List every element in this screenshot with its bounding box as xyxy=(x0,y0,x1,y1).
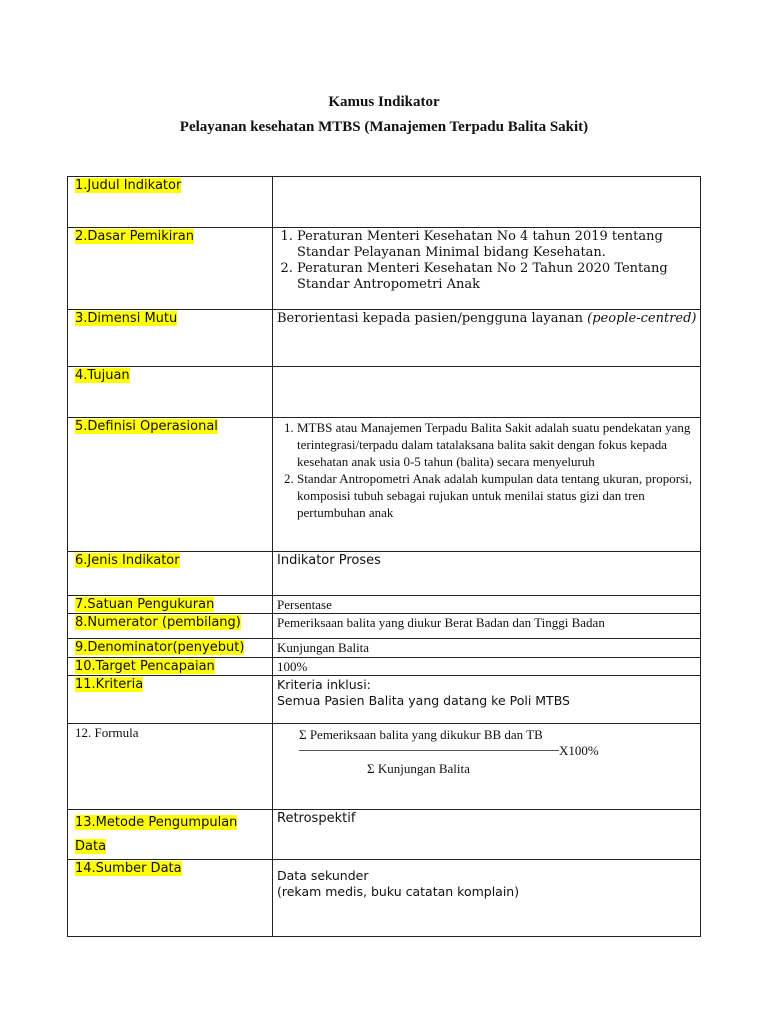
row-label-target: 10.Target Pencapaian xyxy=(75,659,215,674)
formula-numerator: Σ Pemeriksaan balita yang dikukur BB dan TB xyxy=(299,727,543,742)
row-label-metode: 13.Metode Pengumpulan Data xyxy=(75,815,238,854)
row-label-sumber: 14.Sumber Data xyxy=(75,861,182,876)
dimensi-value-italic: (people-centred) xyxy=(587,311,697,326)
row-label-kriteria: 11.Kriteria xyxy=(75,677,144,692)
row-value-judul xyxy=(273,177,701,228)
row-label-numerator: 8.Numerator (pembilang) xyxy=(75,615,241,630)
table-row xyxy=(68,418,701,552)
row-value-tujuan xyxy=(273,367,701,418)
sumber-line-2: (rekam medis, buku catatan komplain) xyxy=(277,884,520,899)
metode-value: Retrospektif xyxy=(273,810,701,860)
row-label-definisi: 5.Definisi Operasional xyxy=(75,419,218,434)
kriteria-line-1: Kriteria inklusi: xyxy=(277,677,371,692)
list-item: 1. Peraturan Menteri Kesehatan No 4 tahun 2019 tentang Standar Pelayanan Minimal bidang Kesehatan. xyxy=(297,229,700,261)
definisi-list xyxy=(277,419,700,521)
formula-denominator: Σ Kunjungan Balita xyxy=(367,761,470,776)
table-row xyxy=(68,724,701,810)
row-label-dimensi: 3.Dimensi Mutu xyxy=(75,311,178,326)
kriteria-line-2: Semua Pasien Balita yang datang ke Poli MTBS xyxy=(277,693,570,708)
document-title: Kamus Indikator xyxy=(328,94,440,110)
denominator-value: Kunjungan Balita xyxy=(273,639,701,658)
document-subtitle: Pelayanan kesehatan MTBS (Manajemen Terpadu Balita Sakit) xyxy=(179,119,589,135)
numerator-value: Pemeriksaan balita yang diukur Berat Badan dan Tinggi Badan xyxy=(273,614,701,639)
table-row xyxy=(68,228,701,310)
satuan-value: Persentase xyxy=(273,596,701,614)
jenis-value: Indikator Proses xyxy=(273,552,701,596)
dasar-list xyxy=(277,229,700,293)
list-item: 1. MTBS atau Manajemen Terpadu Balita Sakit adalah suatu pendekatan yang terintegrasi/terpadu dalam tatalaksana balita sakit dengan fokus kepada kesehatan anak usia 0-5 tahun (balita) secara menyeluruh xyxy=(297,419,700,470)
table-row xyxy=(68,596,701,614)
table-row xyxy=(68,810,701,860)
table-row xyxy=(68,552,701,596)
table-row xyxy=(68,177,701,228)
sumber-line-1: Data sekunder xyxy=(277,868,369,883)
dimensi-value: Berorientasi kepada pasien/pengguna layanan xyxy=(277,311,584,326)
formula xyxy=(277,725,700,805)
table-row xyxy=(68,639,701,658)
table-row xyxy=(68,614,701,639)
list-item: 2. Standar Antropometri Anak adalah kumpulan data tentang ukuran, proporsi, komposisi tubuh sebagai rujukan untuk menilai status gizi dan tren pertumbuhan anak xyxy=(297,470,700,521)
list-item: 2. Peraturan Menteri Kesehatan No 2 Tahun 2020 Tentang Standar Antropometri Anak xyxy=(297,261,700,293)
fraction-line xyxy=(299,750,559,751)
target-value: 100% xyxy=(273,658,701,676)
table-row xyxy=(68,310,701,367)
row-label-dasar: 2.Dasar Pemikiran xyxy=(75,229,194,244)
table-row xyxy=(68,860,701,937)
row-label-jenis: 6.Jenis Indikator xyxy=(75,553,180,568)
formula-multiplier: X100% xyxy=(559,743,599,758)
row-label-satuan: 7.Satuan Pengukuran xyxy=(75,597,215,612)
table-row xyxy=(68,367,701,418)
row-label-denominator: 9.Denominator(penyebut) xyxy=(75,640,245,655)
table-row xyxy=(68,658,701,676)
indicator-table xyxy=(67,176,701,937)
row-label-judul: 1.Judul Indikator xyxy=(75,178,182,193)
table-row xyxy=(68,676,701,724)
row-label-tujuan: 4.Tujuan xyxy=(75,368,130,383)
row-label-formula: 12. Formula xyxy=(68,724,273,810)
